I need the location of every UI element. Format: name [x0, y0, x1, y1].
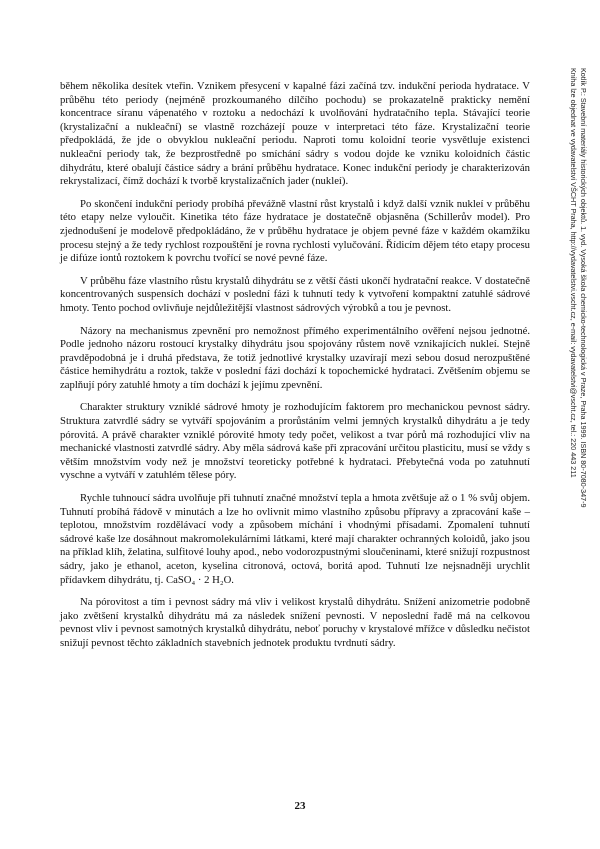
citation-line: Kotlík P.: Stavební materiály historických objektů. 1. vyd. Vysoká škola chemicko-technologická v Praze, Praha 1999. ISBN 80-7080-347-9	[579, 68, 588, 508]
paragraph-7: Na pórovitost a tím i pevnost sádry má vliv i velikost krystalů dihydrátu. Snížení anizometrie podobně jako zvětšení krystalků dihydrátu má za následek snížení pevnosti. V neposlední řadě má na celkovou pevnost vliv i pevnost samotných krystalků dihydrátu, neboť poruchy v krystalové mřížce v důsledku nečistot snižují pevnost těchto základních stavebních jednotek produktu tvrdnutí sádry.	[60, 596, 530, 649]
side-citation-note	[558, 68, 588, 603]
ordering-info-line: Kniha lze objednat ve vydavatelství VŠCHT Praha, http://vydavatelstvi.vscht.cz, e-mail: vydavatelstvi@vscht.cz, tel.: 220 443 211	[569, 68, 578, 478]
paragraph-2: Po skončení indukční periody probíhá převážně vlastní růst krystalů i když další vznik nukleí v průběhu této etapy nelze vyloučit. Kinetika této fáze hydratace je dostatečně objasněna (Schillerův model). Pro zjednodušení je modelově předpokládáno, že v průběhu hydratace je objem pevné fáze v každém okamžiku procesu stejný a že tedy rychlost rozpouštění je rovna rychlosti vylučování. Řídicím dějem této etapy procesu je difúze iontů roztokem k povrchu tvořící se nové pevné fáze.	[60, 197, 530, 265]
paragraph-3: V průběhu fáze vlastního růstu krystalů dihydrátu se z větší části ukončí hydratační reakce. V dostatečně koncentrovaných suspensích dochází v poslední fázi k tuhnutí tedy k vytvoření kompaktní zatuhlé sádrové hmoty. Tento pochod ovlivňuje nejdůležitější vlastnost sádrových výrobků a tou je pevnost.	[60, 274, 530, 314]
main-text	[60, 80, 530, 660]
paragraph-5: Charakter struktury vzniklé sádrové hmoty je rozhodujícím faktorem pro mechanickou pevnost sádry. Struktura zatvrdlé sádry se vytváří spojováním a prorůstáním velmi jemných krystalků dihydrátu a je tedy pórovitá. A právě charakter vzniklé pórovité hmoty tedy počet, velikost a tvar pórů má rozhodující vliv na mechanické vlastnosti zatvrdlé sádry. Aby měla sádrová kaše při zpracování určitou plasticitu, musí se vždy s větším množstvím vody než je množství teoreticky potřebné k hydrataci. Přebytečná voda po zatuhnutí vyschne a vytváří v zatuhlém tělese póry.	[60, 401, 530, 482]
paragraph-6: Rychle tuhnoucí sádra uvolňuje při tuhnutí značné množství tepla a hmota zvětšuje až o 1 % svůj objem. Tuhnutí probíhá řádově v minutách a lze ho ovlivnit mimo vlastního způsobu přípravy a zpracování kaše – teplotou, množstvím rozdělávací vody a způsobem míchání i vhodnými přísadami. Zpomalení tuhnutí sádrové kaše lze dosáhnout makromolekulárními látkami, které mají charakter ochranných koloidů, jako jsou na příklad klíh, želatina, sulfitové louhy apod., nebo vodorozpustnými sloučeninami, které snižují rozpustnost sádry, jako je ethanol, aceton, kyselina citronová, octová, boritá apod. Tuhnutí lze nejsnadněji urychlit přídavkem dihydrátu, tj. CaSO₄ · 2 H₂O.	[60, 492, 530, 586]
paragraph-4: Názory na mechanismus zpevnění pro nemožnost přímého experimentálního ověření nejsou jednotné. Podle jednoho názoru rostoucí krystalky dihydrátu jsou spojovány růstem nově vznikajících nukleí. Stejně pravděpodobná je i druhá představa, že totiž jednotlivé krystalky uzavírají mezi sebou dosud nerozpuštěné částice hemihydrátu a roztok, takže v poslední fázi dochází k topochemické hydrataci. Zvětšením objemu se zaplňují póry zatuhlé hmoty a tím dochází k jejímu zpevnění.	[60, 324, 530, 391]
page-number: 23	[294, 800, 306, 812]
paragraph-1: během několika desítek vteřin. Vznikem přesycení v kapalné fázi začíná tzv. indukční perioda hydratace. V průběhu této periody (nejméně prozkoumaného dílčího pochodu) se prokazatelně prakticky nemění koncentrace síranu vápenatého v roztoku a nedochází k uvolňování hydratačního tepla. Stávající teorie (krystalizační a nukleační) se vlastně rozcházejí pouze v interpretaci této fáze. Krystalizační teorie předpokládá, že jde o obvyklou nukleační periodu. Naproti tomu koloidní teorie vysvětluje existenci nukleační periody tak, že bezprostředně po smíchání sádry s vodou dojde ke vzniku koloidních částic dihydrátu, které obalují částice sádry a brání průběhu hydratace. Konec indukční periody je charakterizován rekrystalizací, čímž dochází k tvorbě krystalizačních jader (nukleí).	[60, 80, 530, 188]
